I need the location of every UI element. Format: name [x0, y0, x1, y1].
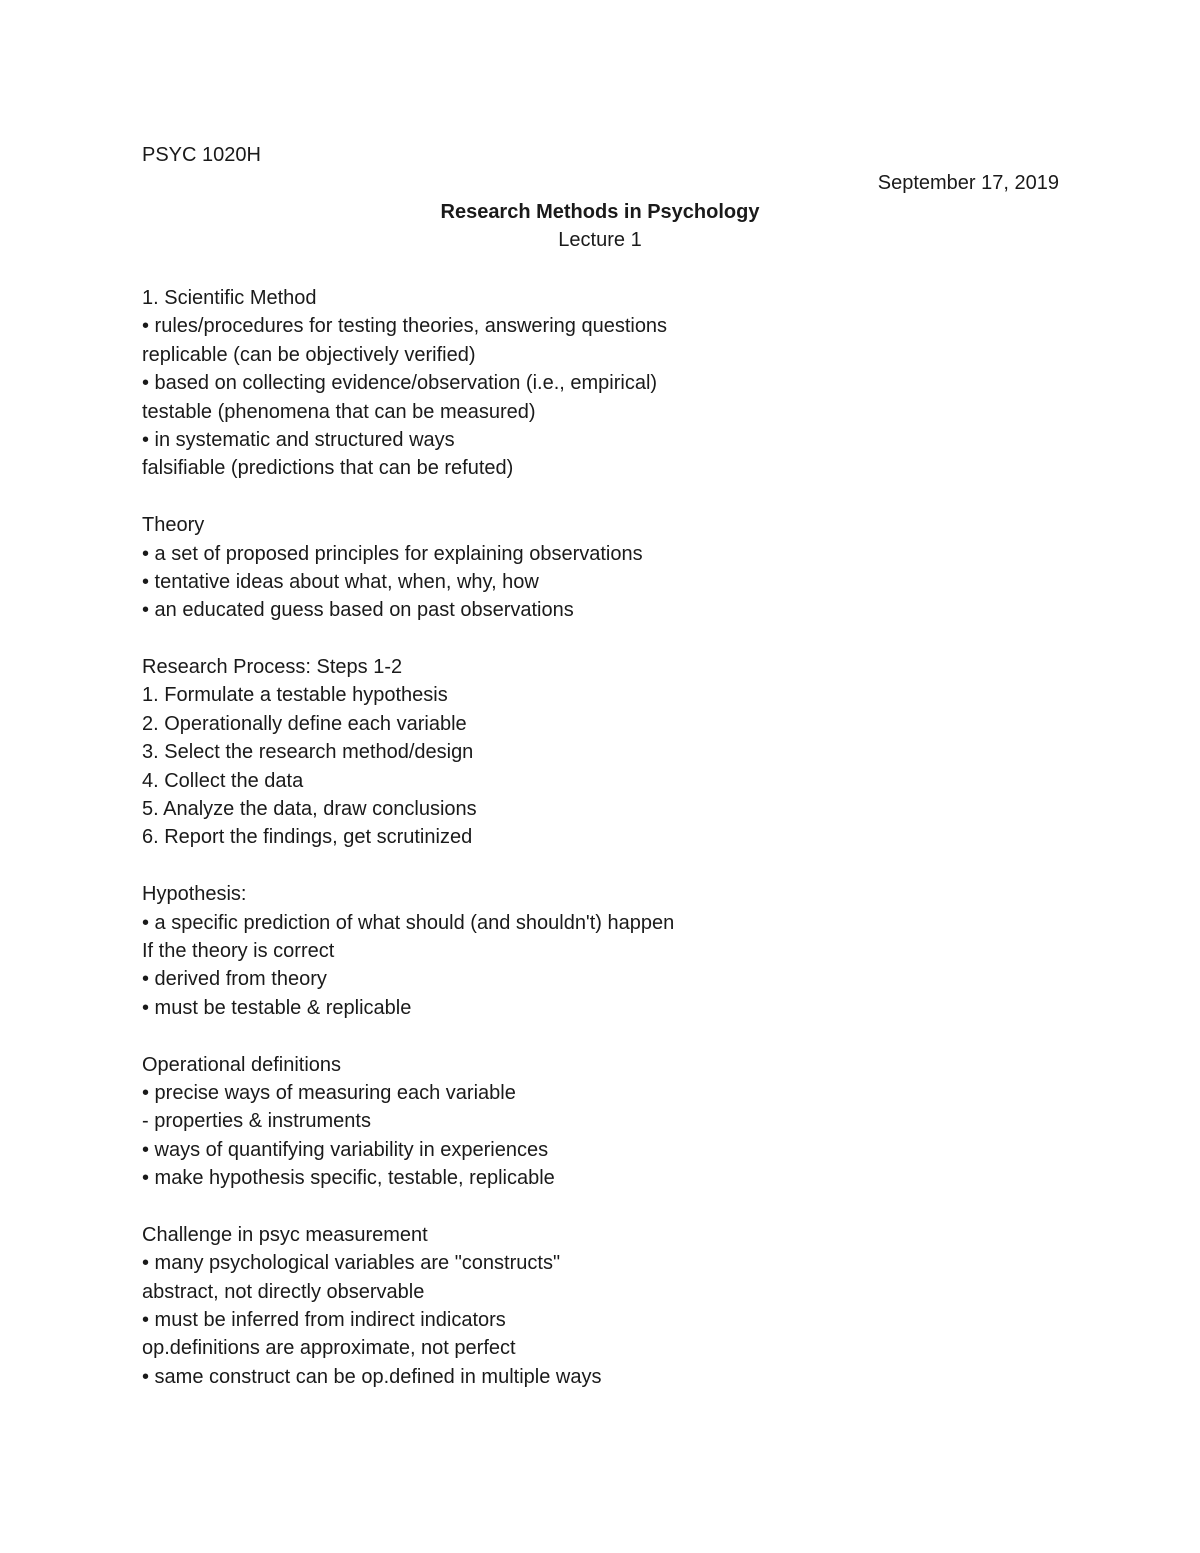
note-line: abstract, not directly observable	[142, 1280, 425, 1303]
note-line: 3. Select the research method/design	[142, 741, 474, 764]
document-title: Research Methods in Psychology	[440, 201, 760, 223]
section-heading: Theory	[142, 514, 205, 537]
section-heading: Operational definitions	[142, 1053, 342, 1076]
note-line: • a set of proposed principles for explaining observations	[142, 542, 643, 565]
note-line: • same construct can be op.defined in multiple ways	[142, 1365, 602, 1388]
note-line: • in systematic and structured ways	[142, 428, 455, 451]
course-code: PSYC 1020H	[142, 144, 261, 166]
section-scientific-method	[142, 284, 1102, 483]
section-heading: 1. Scientific Method	[142, 287, 317, 309]
note-line: • must be testable & replicable	[142, 996, 412, 1019]
document-subtitle: Lecture 1	[558, 229, 642, 251]
note-line: testable (phenomena that can be measured)	[142, 400, 536, 423]
section-operational-definitions	[142, 1051, 1102, 1193]
note-line: • an educated guess based on past observations	[142, 599, 574, 622]
note-line: • derived from theory	[142, 968, 327, 991]
note-line: • a specific prediction of what should (and shouldn't) happen	[142, 911, 675, 934]
note-line: replicable (can be objectively verified)	[142, 343, 476, 366]
lecture-date: September 17, 2019	[877, 172, 1059, 194]
note-line: • based on collecting evidence/observation (i.e., empirical)	[142, 372, 658, 395]
note-line: 6. Report the findings, get scrutinized	[142, 826, 473, 849]
section-heading: Research Process: Steps 1-2	[142, 656, 403, 679]
note-line: falsifiable (predictions that can be refuted)	[142, 457, 514, 480]
section-hypothesis	[142, 880, 1102, 1022]
note-line: • must be inferred from indirect indicators	[142, 1309, 506, 1332]
section-research-process	[142, 653, 1102, 852]
note-line: 2. Operationally define each variable	[142, 712, 467, 735]
note-line: • rules/procedures for testing theories, answering questions	[142, 315, 668, 338]
note-line: - properties & instruments	[142, 1110, 371, 1133]
note-line: • many psychological variables are "constructs"	[142, 1252, 561, 1275]
note-line: • ways of quantifying variability in experiences	[142, 1138, 549, 1161]
note-line: • make hypothesis specific, testable, replicable	[142, 1167, 555, 1190]
note-line: • tentative ideas about what, when, why, how	[142, 570, 539, 593]
section-theory	[142, 511, 1102, 625]
section-heading: Hypothesis:	[142, 883, 247, 906]
note-line: 1. Formulate a testable hypothesis	[142, 684, 448, 707]
note-line: 4. Collect the data	[142, 769, 304, 792]
section-challenge-measurement	[142, 1221, 1102, 1391]
section-heading: Challenge in psyc measurement	[142, 1223, 428, 1246]
note-line: op.definitions are approximate, not perfect	[142, 1337, 516, 1360]
note-line: If the theory is correct	[142, 939, 335, 962]
note-line: • precise ways of measuring each variable	[142, 1081, 516, 1104]
note-line: 5. Analyze the data, draw conclusions	[142, 798, 477, 821]
notes-body	[142, 284, 1102, 1420]
